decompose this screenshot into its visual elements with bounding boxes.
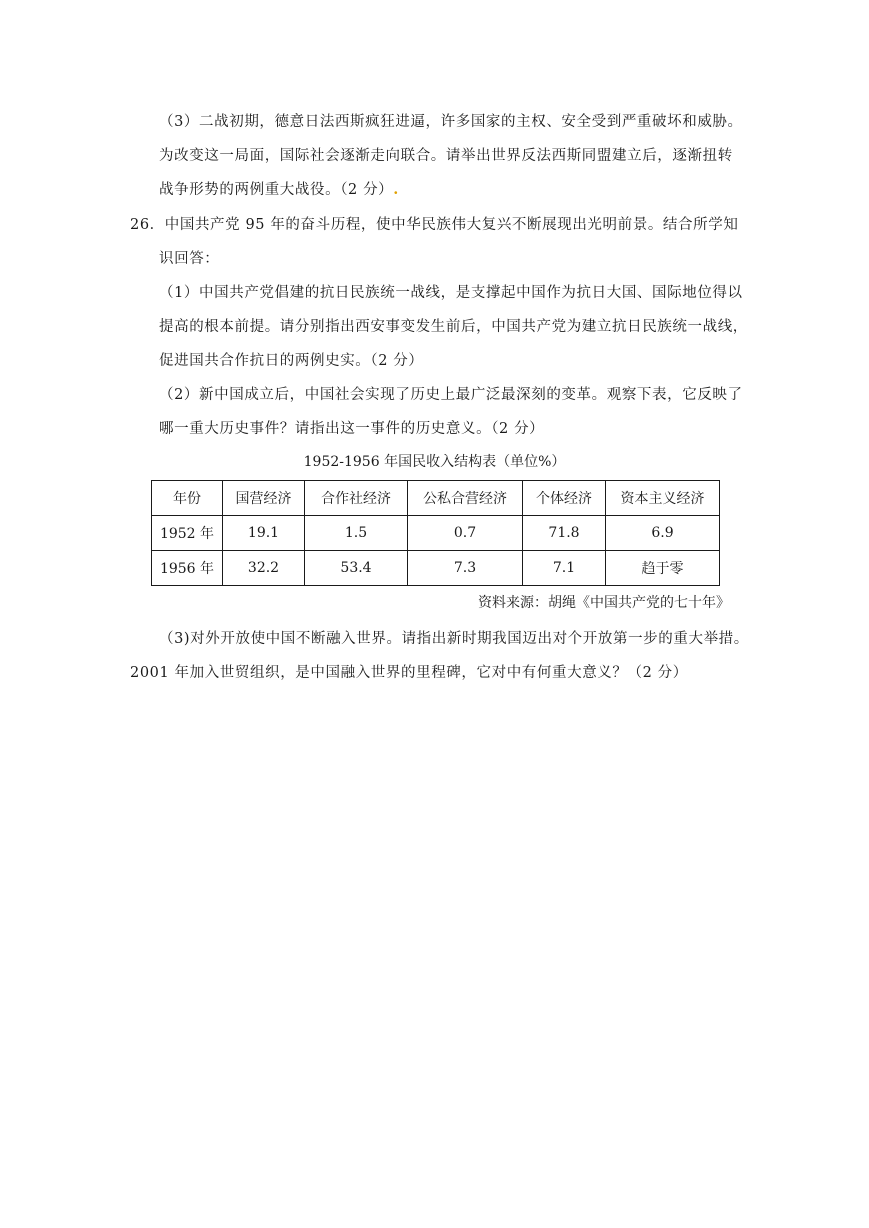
cell-state-owned: 32.2 — [223, 551, 305, 586]
income-structure-table — [151, 480, 720, 586]
header-joint-state-private: 公私合营经济 — [408, 481, 523, 516]
cell-joint-state-private: 0.7 — [408, 516, 523, 551]
table-row — [152, 551, 720, 586]
q26-intro-line-1: 26．中国共产党 95 年的奋斗历程，使中华民族伟大复兴不断展现出光明前景。结合所学知 — [130, 217, 739, 233]
q26-1-line-1: （1）中国共产党倡建的抗日民族统一战线，是支撑起中国作为抗日大国、国际地位得以 — [159, 285, 743, 301]
q26-intro-line-2: 识回答： — [159, 251, 220, 267]
cell-year: 1952 年 — [152, 516, 223, 551]
yellow-mark: . — [393, 181, 399, 198]
header-year: 年份 — [152, 481, 223, 516]
cell-year: 1956 年 — [152, 551, 223, 586]
cell-joint-state-private: 7.3 — [408, 551, 523, 586]
cell-capitalist: 趋于零 — [606, 551, 720, 586]
q26-1-line-2: 提高的根本前提。请分别指出西安事变发生前后，中国共产党为建立抗日民族统一战线， — [159, 319, 748, 335]
q25-3-line-2: 为改变这一局面，国际社会逐渐走向联合。请举出世界反法西斯同盟建立后，逐渐扭转 — [159, 148, 733, 164]
q25-3-line-3-text: 战争形势的两例重大战役。（2 分） — [159, 182, 394, 198]
table-caption: 1952-1956 年国民收入结构表（单位%） — [303, 454, 566, 470]
table-source: 资料来源：胡绳《中国共产党的七十年》 — [478, 595, 730, 611]
table-header-row — [152, 481, 720, 516]
q26-3-line-1: （3)对外开放使中国不断融入世界。请指出新时期我国迈出对个开放第一步的重大举措。 — [159, 631, 749, 647]
cell-capitalist: 6.9 — [606, 516, 720, 551]
q26-2-line-1: （2）新中国成立后，中国社会实现了历史上最广泛最深刻的变革。观察下表，它反映了 — [159, 387, 743, 403]
cell-state-owned: 19.1 — [223, 516, 305, 551]
q25-3-line-1: （3）二战初期，德意日法西斯疯狂进逼，许多国家的主权、安全受到严重破坏和威胁。 — [159, 114, 743, 130]
q26-2-line-2: 哪一重大历史事件？请指出这一事件的历史意义。（2 分） — [159, 421, 545, 437]
header-cooperative: 合作社经济 — [305, 481, 408, 516]
table-row — [152, 516, 720, 551]
header-individual: 个体经济 — [523, 481, 606, 516]
cell-cooperative: 1.5 — [305, 516, 408, 551]
header-capitalist: 资本主义经济 — [606, 481, 720, 516]
cell-cooperative: 53.4 — [305, 551, 408, 586]
cell-individual: 71.8 — [523, 516, 606, 551]
header-state-owned: 国营经济 — [223, 481, 305, 516]
q25-3-line-3 — [159, 180, 399, 200]
q26-3-line-2: 2001 年加入世贸组织，是中国融入世界的里程碑，它对中有何重大意义？（2 分） — [130, 665, 688, 681]
q26-1-line-3: 促进国共合作抗日的两例史实。（2 分） — [159, 353, 424, 369]
cell-individual: 7.1 — [523, 551, 606, 586]
